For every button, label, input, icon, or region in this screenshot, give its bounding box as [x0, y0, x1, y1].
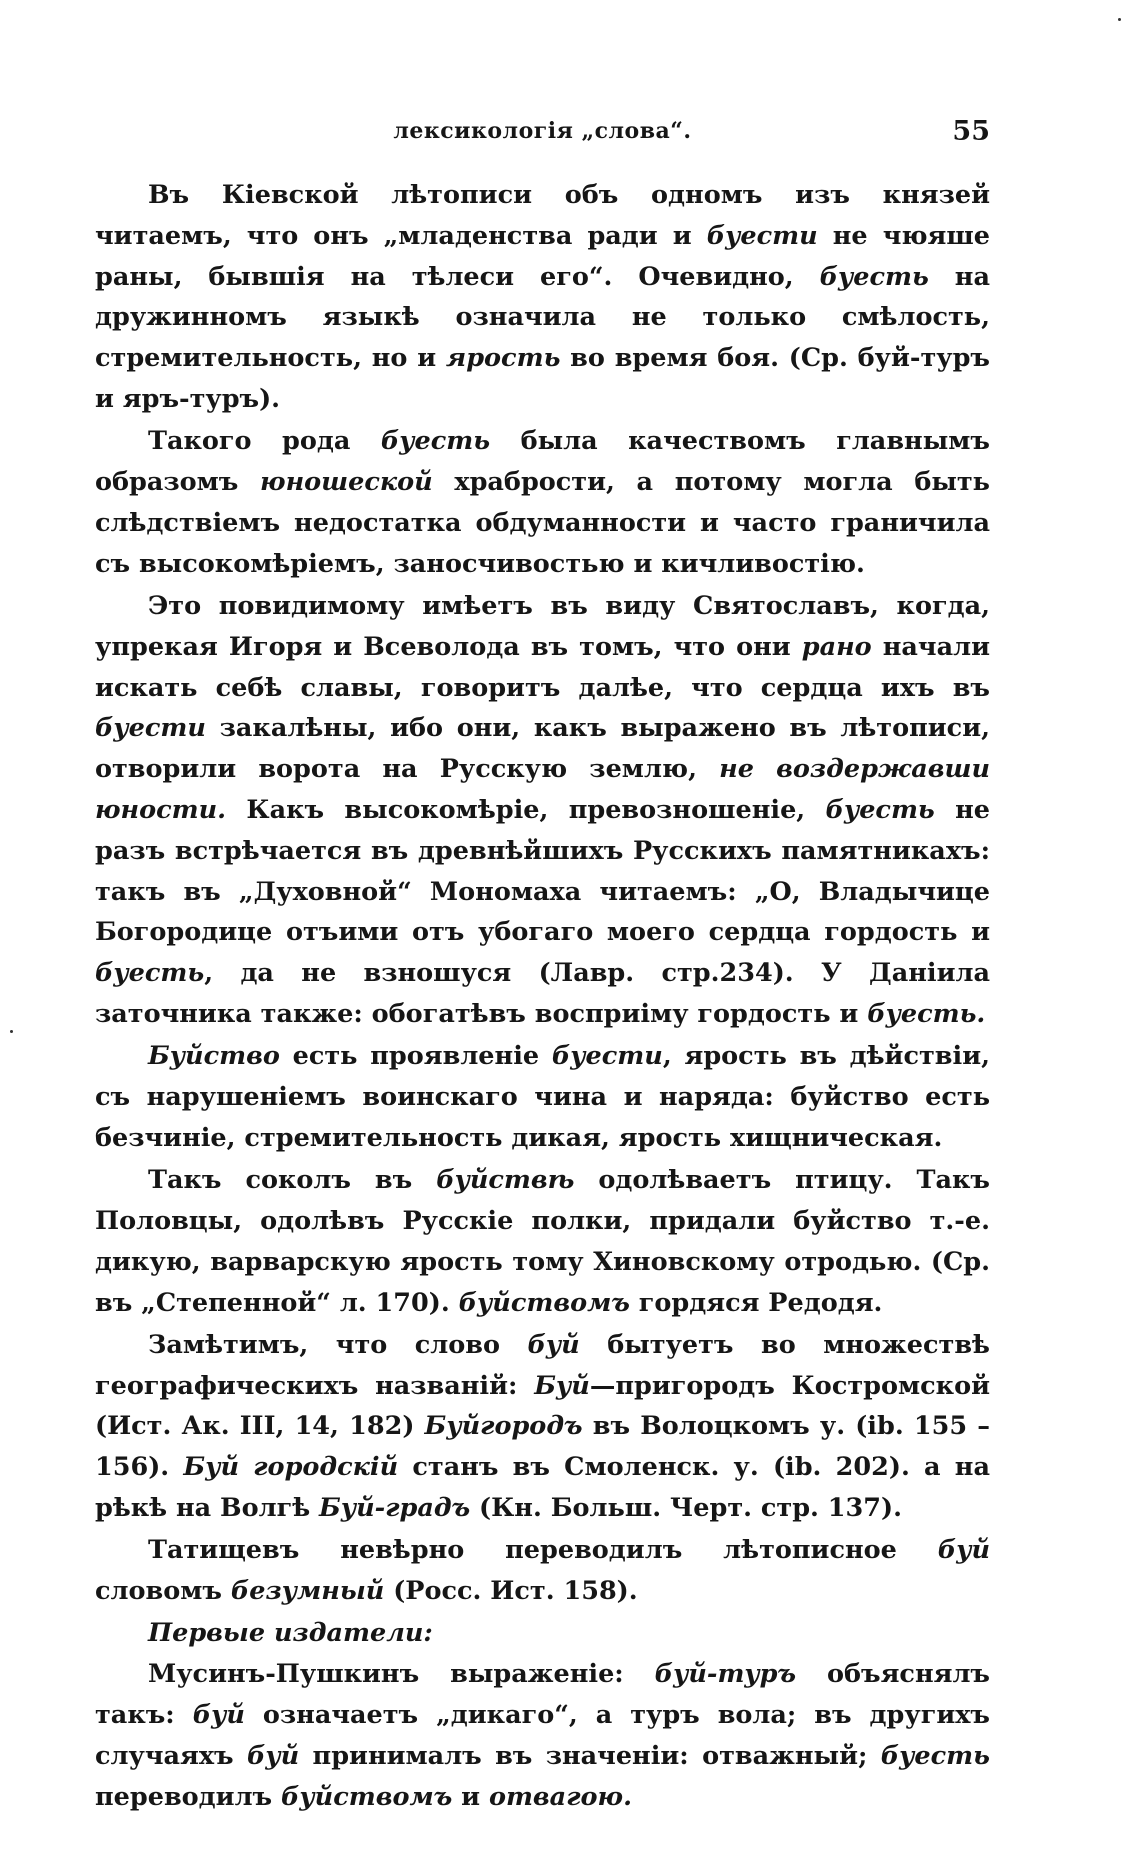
text-run: , ярость въ дѣйствіи, съ нарушеніемъ воинскаго чина и наряда: буйство есть безчиніе, стремительность дикая, ярость хищническая. — [95, 1041, 990, 1153]
text-run: Какъ высокомѣріе, превозношеніе, — [226, 794, 826, 825]
text-run: переводилъ — [95, 1781, 281, 1812]
text-run: одолѣваетъ птицу. Такъ Половцы, одолѣвъ Русскіе полки, придали буйство т.-е. дикую, варварскую ярость тому Хиновскому отродью. (Ср. въ „Степенной“ л. 170). — [95, 1165, 990, 1318]
italic-term: буй — [937, 1535, 990, 1566]
italic-term: буести — [706, 220, 818, 251]
italic-term: безумный — [230, 1576, 385, 1607]
italic-term: ярость — [445, 343, 561, 374]
italic-term: буйствѣ — [436, 1165, 575, 1196]
text-run: закалѣны, ибо они, какъ выражено въ лѣтописи, отворили ворота на Русскую землю, — [95, 713, 990, 785]
text-run: начали искать себѣ славы, говоритъ далѣе, что сердца ихъ въ — [95, 631, 990, 703]
italic-term: буй — [527, 1329, 580, 1360]
text-run: во время боя. (Ср. буй-туръ и яръ-туръ). — [95, 343, 990, 414]
body-text — [95, 175, 990, 1819]
text-run: была качествомъ главнымъ образомъ — [95, 426, 990, 498]
text-run: есть проявленіе — [279, 1041, 552, 1072]
italic-term: юношеской — [260, 467, 433, 498]
italic-term: Буй — [534, 1370, 590, 1401]
italic-term: Буй городскій — [183, 1452, 399, 1483]
paragraph — [95, 1160, 990, 1323]
italic-term: буесть — [880, 1740, 990, 1771]
text-run: гордяся Редодя. — [629, 1287, 883, 1318]
text-run: принималъ въ значеніи: отважный; — [299, 1740, 881, 1771]
page-number: 55 — [952, 116, 990, 147]
italic-term: Буй-градъ — [319, 1493, 471, 1523]
paragraph — [95, 1325, 990, 1529]
italic-term: буести — [551, 1041, 663, 1072]
italic-term: буесть — [825, 794, 935, 825]
paragraph — [95, 1654, 990, 1817]
section-subheading: Первые издатели: — [148, 1618, 433, 1649]
text-run: Въ Кіевской лѣтописи объ одномъ изъ князей читаемъ, что онъ „младенства ради и — [95, 180, 990, 251]
paragraph — [95, 586, 990, 1035]
text-run: словомъ — [95, 1576, 231, 1607]
italic-term: рано — [801, 631, 872, 662]
italic-term: буесть — [380, 426, 491, 457]
italic-term: Буйгородъ — [424, 1411, 583, 1442]
text-run: , да не взношуся (Лавр. стр.234). У Даніила заточника также: обогатѣвъ восприіму гордость и — [95, 958, 990, 1029]
scan-speck — [10, 1030, 13, 1033]
text-run: Татищевъ невѣрно переводилъ лѣтописное — [148, 1535, 938, 1566]
italic-term: буести — [95, 713, 206, 744]
text-run: не разъ встрѣчается въ древнѣйшихъ Русскихъ памятникахъ: такъ въ „Духовной“ Мономаха читаемъ: „О, Владычице Богородице отъими отъ убогаго моего сердца гордость и — [95, 794, 990, 948]
text-run: и — [452, 1781, 489, 1812]
text-run: Замѣтимъ, что слово — [148, 1329, 528, 1360]
text-run: (Росс. Ист. 158). — [384, 1576, 638, 1607]
text-run: —пригородъ Костромской (Ист. Ак. III, 14, 182) — [95, 1370, 990, 1442]
text-run: объяснялъ такъ: — [95, 1659, 990, 1730]
paragraph — [95, 1530, 990, 1612]
text-run: не чюяше раны, бывшія на тѣлеси его“. Очевидно, — [95, 220, 990, 292]
italic-term: буй — [246, 1740, 300, 1771]
text-run: Такого рода — [148, 426, 381, 457]
scan-speck — [1118, 18, 1121, 21]
text-run: Это повидимому имѣетъ въ виду Святославъ, когда, упрекая Игоря и Всеволода въ томъ, что они — [95, 590, 990, 662]
italic-term: отвагою. — [488, 1781, 632, 1812]
italic-term: буесть. — [867, 998, 986, 1029]
paragraph — [95, 1036, 990, 1158]
text-run: (Кн. Больш. Черт. стр. 137). — [470, 1493, 902, 1523]
text-run: храбрости, а потому могла быть слѣдствіемъ недостатка обдуманности и часто граничила съ высокомѣріемъ, заносчивостью и кичливостію. — [95, 467, 990, 579]
text-run: станъ въ Смоленск. у. (ib. 202). а на рѣкѣ на Волгѣ — [95, 1452, 990, 1523]
paragraph — [95, 175, 990, 420]
italic-term: Буйство — [148, 1041, 280, 1072]
italic-term: буй — [192, 1699, 245, 1730]
text-run: Такъ соколъ въ — [148, 1165, 437, 1196]
page-header — [95, 118, 990, 158]
italic-term: буесть — [819, 261, 929, 292]
text-run: въ Волоцкомъ у. (ib. 155 –156). — [95, 1411, 990, 1483]
italic-term: буйствомъ — [281, 1781, 453, 1812]
running-title: лексикологія „слова“. — [393, 118, 692, 144]
text-run: Мусинъ-Пушкинъ выраженіе: — [148, 1659, 655, 1690]
italic-term: не воздержавши юности. — [95, 754, 990, 825]
italic-term: буй-туръ — [654, 1659, 797, 1690]
text-run: бытуетъ во множествѣ географическихъ названій: — [95, 1329, 990, 1401]
text-run: на дружинномъ языкѣ означила не только смѣлость, стремительность, но и — [95, 261, 990, 374]
italic-term: буесть — [95, 958, 205, 989]
paragraph — [95, 421, 990, 584]
text-run: означаетъ „дикаго“, а туръ вола; въ другихъ случаяхъ — [95, 1699, 990, 1771]
italic-term: буйствомъ — [458, 1287, 630, 1318]
